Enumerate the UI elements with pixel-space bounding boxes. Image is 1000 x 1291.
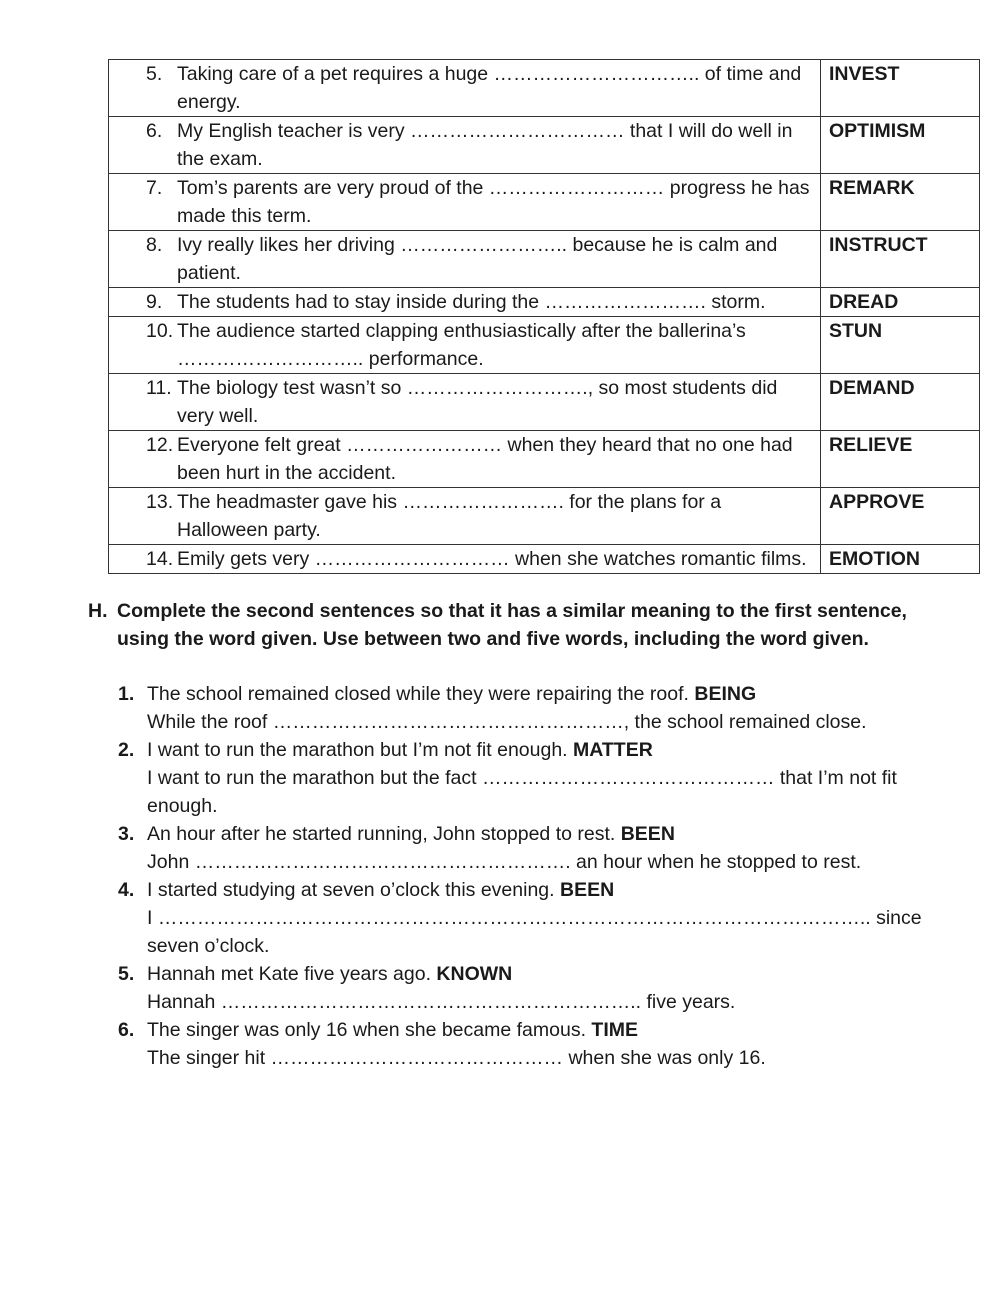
sentence-cell	[109, 431, 821, 488]
root-word: RELIEVE	[821, 431, 980, 488]
list-item	[118, 960, 938, 1016]
item-number: 6.	[118, 1019, 135, 1041]
root-word: OPTIMISM	[821, 117, 980, 174]
key-word: BEEN	[559, 879, 615, 901]
first-sentence: The singer was only 16 when she became famous.	[147, 1019, 586, 1041]
item-number: 6.	[146, 120, 163, 142]
item-sentence: Tom’s parents are very proud of the ……………………… progress he has made this term.	[177, 177, 810, 227]
table-row	[109, 374, 980, 431]
second-sentence: John …………………………………………………. an hour when he stopped to rest.	[147, 851, 862, 873]
sentence-cell	[109, 174, 821, 231]
first-sentence: I started studying at seven o’clock this evening.	[147, 879, 555, 901]
key-word: TIME	[591, 1019, 639, 1041]
list-item	[118, 1016, 938, 1072]
root-word: STUN	[821, 317, 980, 374]
key-word: MATTER	[573, 739, 653, 761]
item-sentence: Taking care of a pet requires a huge ………………………….. of time and energy.	[177, 63, 802, 113]
sentence-cell	[109, 545, 821, 574]
item-sentence: The students had to stay inside during the ……………………. storm.	[177, 291, 766, 313]
sentence-cell	[109, 288, 821, 317]
item-number: 8.	[146, 234, 163, 256]
item-sentence: The biology test wasn’t so ………………………., so most students did very well.	[177, 377, 778, 427]
sentence-cell	[109, 117, 821, 174]
item-number: 9.	[146, 291, 163, 313]
item-number: 7.	[146, 177, 163, 199]
sentence-cell	[109, 488, 821, 545]
section-letter: H.	[88, 600, 108, 622]
item-number: 14.	[146, 548, 174, 570]
key-word: BEEN	[620, 823, 675, 845]
item-sentence: Emily gets very ………………………… when she watches romantic films.	[177, 548, 807, 570]
item-sentence: The headmaster gave his ……………………. for the plans for a Halloween party.	[177, 491, 722, 541]
item-number: 3.	[118, 823, 135, 845]
table-row	[109, 317, 980, 374]
item-sentence: Ivy really likes her driving …………………….. because he is calm and patient.	[177, 234, 778, 284]
item-number: 1.	[118, 683, 135, 705]
table-row	[109, 431, 980, 488]
root-word: INSTRUCT	[821, 231, 980, 288]
first-sentence: Hannah met Kate five years ago.	[147, 963, 431, 985]
key-word: BEING	[694, 683, 757, 705]
table-row	[109, 488, 980, 545]
table-row	[109, 174, 980, 231]
second-sentence: The singer hit ……………………………………… when she was only 16.	[147, 1047, 766, 1069]
table-row	[109, 117, 980, 174]
first-sentence: I want to run the marathon but I’m not fit enough.	[147, 739, 568, 761]
second-sentence: I want to run the marathon but the fact ……………………………………… that I’m not fit enough.	[147, 767, 897, 817]
first-sentence: The school remained closed while they were repairing the roof.	[147, 683, 689, 705]
list-item	[118, 680, 938, 736]
item-number: 10.	[146, 320, 174, 342]
second-sentence: Hannah ……………………………………………………….. five years.	[147, 991, 736, 1013]
list-item	[118, 736, 938, 820]
transformation-list	[118, 680, 938, 1072]
root-word: EMOTION	[821, 545, 980, 574]
root-word: REMARK	[821, 174, 980, 231]
item-number: 5.	[146, 63, 163, 85]
item-number: 11.	[146, 377, 172, 399]
root-word: INVEST	[821, 60, 980, 117]
table-row	[109, 288, 980, 317]
root-word: DEMAND	[821, 374, 980, 431]
sentence-cell	[109, 60, 821, 117]
sentence-cell	[109, 231, 821, 288]
second-sentence: I ……………………………………………………………………………………………….. since seven o’clock.	[147, 907, 922, 957]
word-formation-table	[108, 59, 980, 574]
table-row	[109, 545, 980, 574]
item-number: 2.	[118, 739, 135, 761]
section-instructions: Complete the second sentences so that it has a similar meaning to the first sentence, using the word given. Use between two and five words, including the word given.	[117, 600, 907, 650]
list-item	[118, 876, 938, 960]
first-sentence: An hour after he started running, John stopped to rest.	[147, 823, 616, 845]
list-item	[118, 820, 938, 876]
table-row	[109, 231, 980, 288]
key-word: KNOWN	[436, 963, 513, 985]
second-sentence: While the roof ………………………………………………, the school remained close.	[147, 711, 867, 733]
item-number: 13.	[146, 491, 174, 513]
item-number: 5.	[118, 963, 135, 985]
section-h-heading	[88, 597, 948, 653]
sentence-cell	[109, 317, 821, 374]
root-word: APPROVE	[821, 488, 980, 545]
table-row	[109, 60, 980, 117]
root-word: DREAD	[821, 288, 980, 317]
item-number: 12.	[146, 434, 174, 456]
item-sentence: The audience started clapping enthusiastically after the ballerina’s ……………………….. performance.	[177, 320, 746, 370]
item-number: 4.	[118, 879, 135, 901]
item-sentence: My English teacher is very …………………………… that I will do well in the exam.	[177, 120, 793, 170]
sentence-cell	[109, 374, 821, 431]
item-sentence: Everyone felt great …………………… when they heard that no one had been hurt in the accident.	[177, 434, 793, 484]
